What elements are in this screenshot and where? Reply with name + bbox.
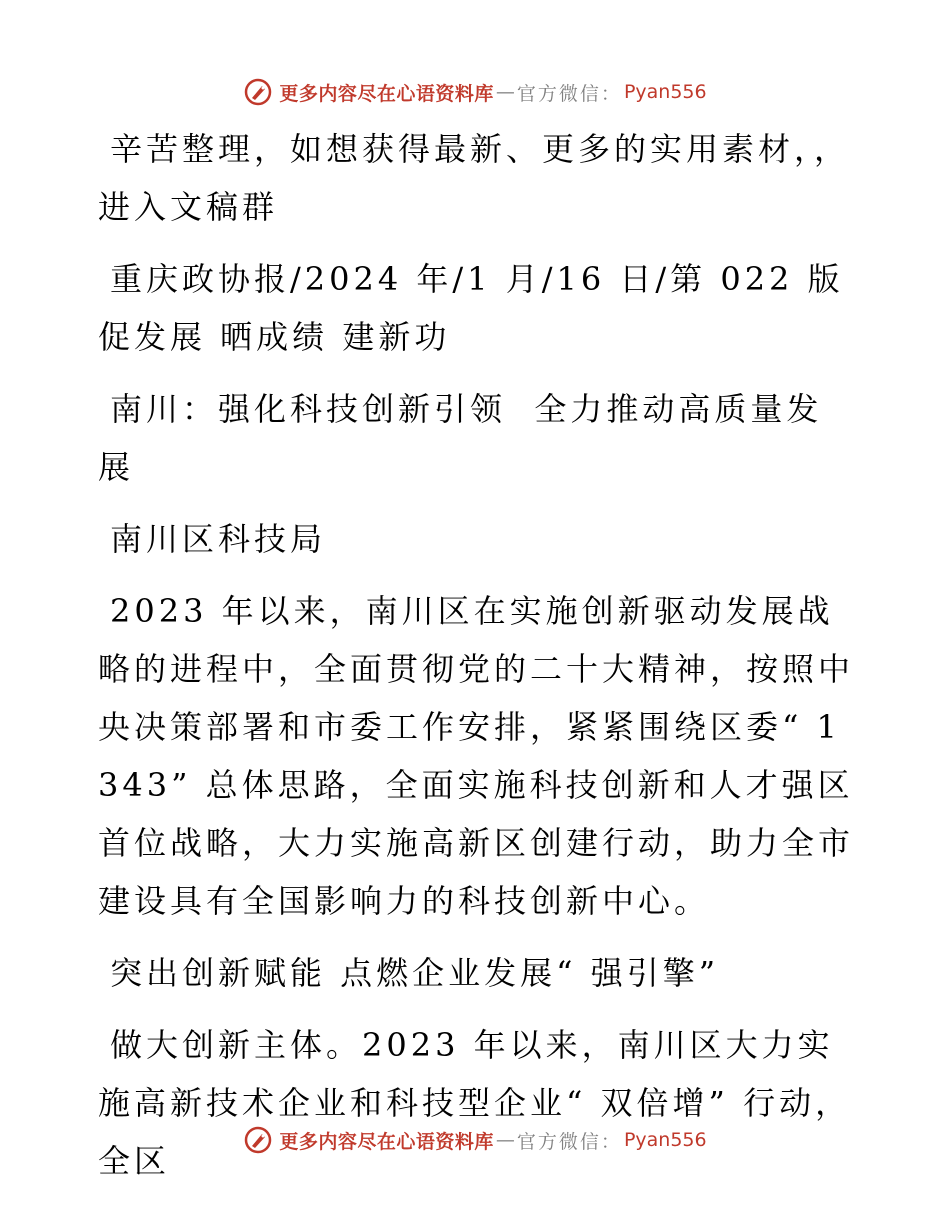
- article-title: 南川：强化科技创新引领 全力推动高质量发展: [98, 390, 823, 486]
- separator: —: [495, 81, 515, 103]
- header-watermark: [0, 72, 950, 112]
- body-paragraph: 做大创新主体。2023 年以来，南川区大力实施高新技术企业和科技型企业“ 双倍增” 行动，全区: [98, 1026, 852, 1180]
- intro-note: 辛苦整理，如想获得最新、更多的实用素材，，进入文稿群: [98, 130, 851, 226]
- body-paragraph: 2023 年以来，南川区在实施创新驱动发展战略的进程中，全面贯彻党的二十大精神，按照中央决策部署和市委工作安排，紧紧围绕区委“ 1343” 总体思路，全面实施科技创新和人才强区首位战略，大力实施高新区创建行动，助力全市建设具有全国影响力的科技创新中心。: [98, 592, 855, 920]
- wechat-label: 官方微信：: [516, 82, 622, 105]
- wechat-account: Pyan556: [623, 81, 707, 103]
- author-line: 南川区科技局: [110, 520, 327, 558]
- document-body: [98, 120, 858, 1204]
- site-name: 更多内容尽在心语资料库: [279, 82, 494, 105]
- wechat-label: 官方微信：: [516, 1130, 622, 1153]
- pen-nib-logo-icon: [243, 1125, 273, 1155]
- separator: —: [495, 1129, 515, 1151]
- site-name: 更多内容尽在心语资料库: [279, 1130, 494, 1153]
- footer-watermark: [0, 1120, 950, 1160]
- section-heading: 突出创新赋能 点燃企业发展“ 强引擎”: [110, 954, 720, 992]
- wechat-account: Pyan556: [623, 1129, 707, 1151]
- source-line: 重庆政协报/2024 年/1 月/16 日/第 022 版促发展 晒成绩 建新功: [98, 260, 844, 356]
- pen-nib-logo-icon: [243, 77, 273, 107]
